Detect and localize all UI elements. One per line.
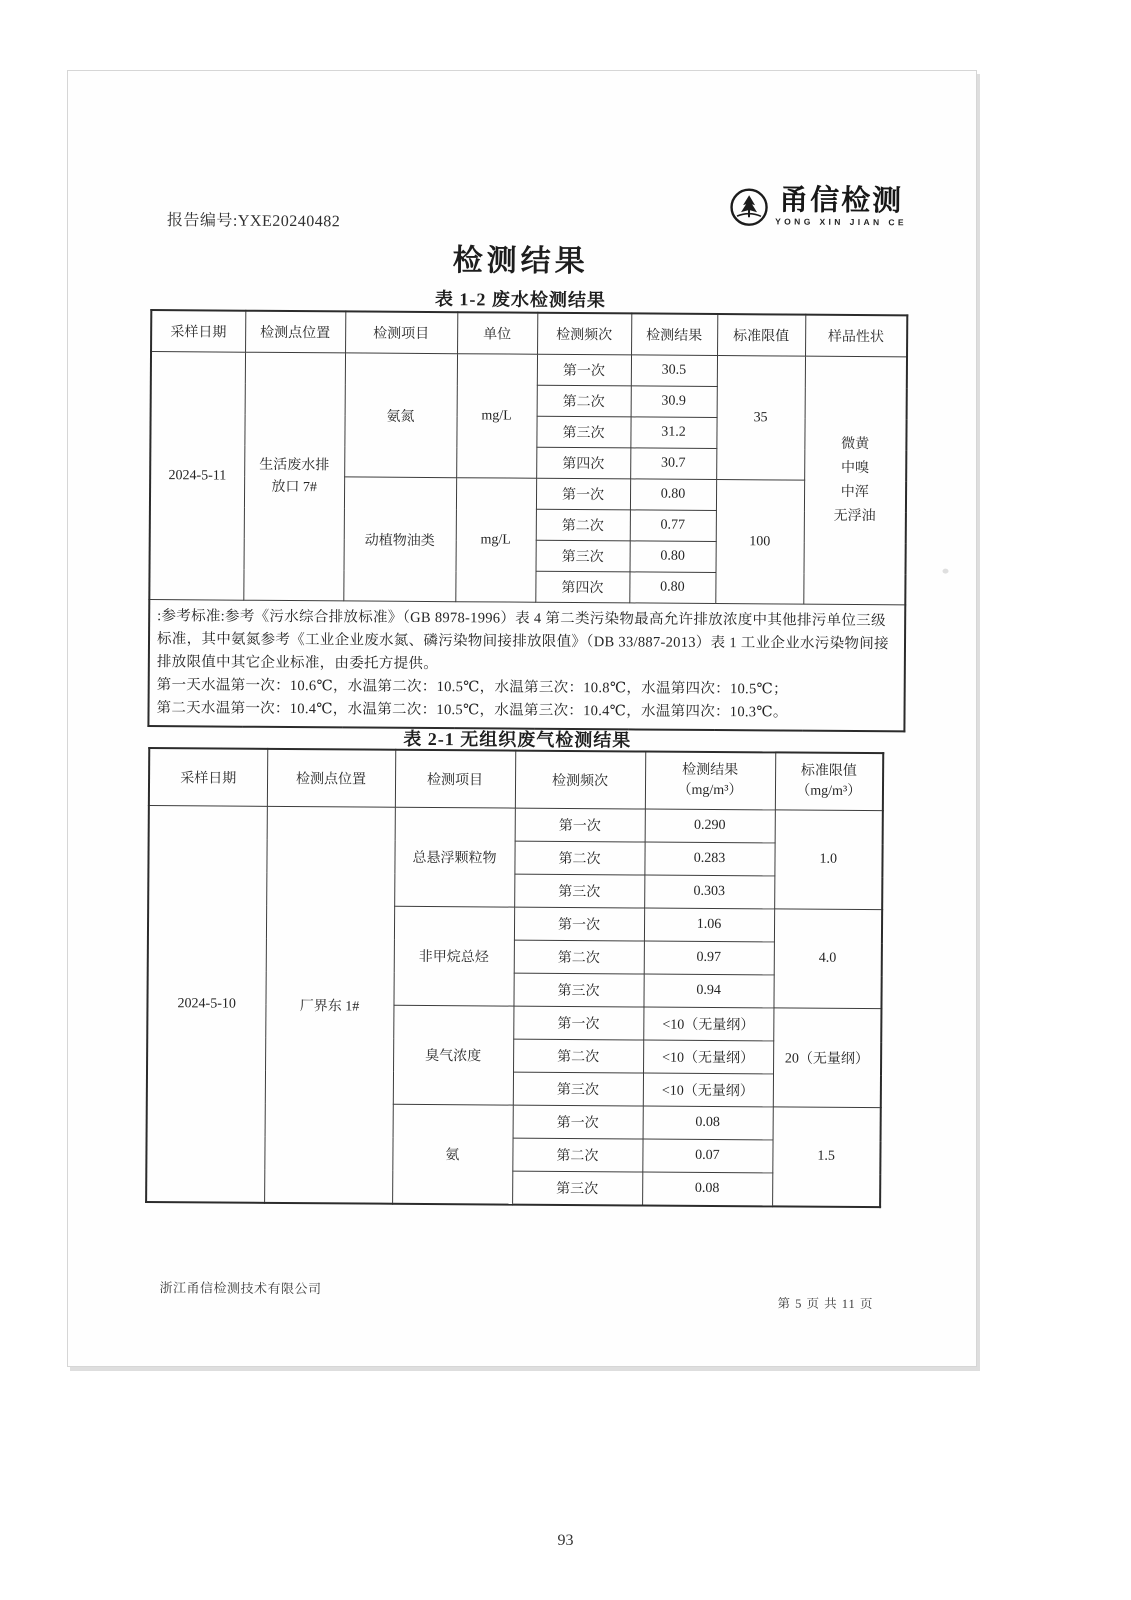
limit-cell: 20（无量纲） bbox=[773, 1008, 882, 1108]
column-header-frequency: 检测频次 bbox=[515, 751, 645, 809]
limit-cell: 1.0 bbox=[774, 810, 883, 910]
table-notes-row bbox=[148, 600, 905, 732]
header-unit: （mg/m³） bbox=[677, 782, 743, 799]
column-header-item: 检测项目 bbox=[345, 311, 457, 353]
result-cell: 1.06 bbox=[644, 908, 774, 942]
column-header-item: 检测项目 bbox=[395, 750, 515, 808]
table-header-row bbox=[149, 748, 883, 811]
company-logo bbox=[729, 185, 907, 228]
header-label: 标准限值 bbox=[800, 763, 857, 779]
result-cell: <10（无量纲） bbox=[643, 1007, 773, 1041]
header-unit: （mg/m³） bbox=[796, 783, 862, 800]
column-header-limit: 标准限值 bbox=[717, 314, 805, 356]
note-line-standard: :参考标准:参考《污水综合排放标准》（GB 8978-1996）表 4 第二类污染物最高允许排放浓度中其他排污单位三级标准，其中氨氮参考《工业企业废水氮、磷污染物间接排放限值》（DB 33/887-2013）表 1 工业企业水污染物间接排放限值中其它企业标准，由委托方提供。 bbox=[156, 608, 889, 673]
wastewater-results-table bbox=[147, 309, 908, 732]
frequency-cell: 第四次 bbox=[535, 571, 629, 603]
frequency-cell: 第二次 bbox=[514, 841, 644, 875]
logo-name: 甬信检测 bbox=[779, 184, 904, 218]
column-header-result: 检测结果 bbox=[631, 313, 717, 355]
item-cell: 动植物油类 bbox=[343, 477, 456, 602]
location-line: 放口 7# bbox=[271, 479, 317, 495]
item-cell: 臭气浓度 bbox=[393, 1005, 514, 1105]
column-header-limit bbox=[775, 752, 883, 810]
frequency-cell: 第一次 bbox=[513, 1006, 643, 1040]
result-cell: <10（无量纲） bbox=[643, 1040, 773, 1074]
frequency-cell: 第一次 bbox=[536, 478, 630, 510]
limit-cell: 1.5 bbox=[772, 1107, 881, 1207]
result-cell: 0.97 bbox=[644, 941, 774, 975]
result-cell: 0.08 bbox=[643, 1106, 773, 1140]
table1-caption: 表 1-2 废水检测结果 bbox=[434, 289, 606, 311]
result-cell: 0.80 bbox=[629, 572, 715, 604]
document-title: 检测结果 bbox=[452, 244, 589, 279]
limit-cell: 35 bbox=[716, 356, 805, 481]
item-cell: 氨氮 bbox=[344, 353, 457, 478]
item-cell: 总悬浮颗粒物 bbox=[394, 807, 515, 907]
result-cell: 0.290 bbox=[645, 809, 775, 843]
frequency-cell: 第三次 bbox=[514, 874, 644, 908]
result-cell: <10（无量纲） bbox=[643, 1073, 773, 1107]
pdf-page-number: 93 bbox=[557, 1532, 574, 1549]
result-cell: 30.7 bbox=[630, 448, 716, 480]
reference-standard-notes bbox=[148, 600, 905, 732]
sample-date-cell: 2024-5-10 bbox=[146, 806, 267, 1203]
limit-cell: 100 bbox=[715, 479, 804, 604]
result-cell: 0.303 bbox=[644, 875, 774, 909]
header-label: 检测结果 bbox=[682, 762, 739, 779]
frequency-cell: 第二次 bbox=[512, 1138, 642, 1172]
unit-cell: mg/L bbox=[456, 354, 537, 479]
result-cell: 0.80 bbox=[630, 541, 716, 573]
result-cell: 0.80 bbox=[630, 479, 716, 511]
frequency-cell: 第三次 bbox=[512, 1171, 642, 1205]
frequency-cell: 第三次 bbox=[513, 1072, 643, 1106]
result-cell: 0.283 bbox=[644, 842, 774, 876]
footer-page-indicator: 第 5 页 共 11 页 bbox=[777, 1296, 874, 1312]
sample-date-cell: 2024-5-11 bbox=[149, 352, 245, 601]
column-header-result bbox=[645, 752, 775, 810]
logo-emblem-icon bbox=[729, 187, 769, 227]
frequency-cell: 第一次 bbox=[514, 907, 644, 941]
item-cell: 氨 bbox=[392, 1104, 513, 1204]
frequency-cell: 第二次 bbox=[513, 1039, 643, 1073]
result-cell: 30.9 bbox=[631, 386, 717, 418]
frequency-cell: 第三次 bbox=[536, 540, 630, 572]
result-cell: 0.77 bbox=[630, 510, 716, 542]
frequency-cell: 第四次 bbox=[536, 447, 630, 479]
sample-state-line: 中浑 bbox=[840, 484, 869, 500]
column-header-location: 检测点位置 bbox=[267, 749, 395, 807]
frequency-cell: 第一次 bbox=[515, 808, 645, 842]
table-header-row bbox=[151, 310, 907, 357]
table-row bbox=[151, 352, 907, 388]
column-header-frequency: 检测频次 bbox=[537, 313, 631, 355]
column-header-date: 采样日期 bbox=[151, 310, 245, 352]
location-line: 生活废水排 bbox=[259, 457, 330, 473]
column-header-sample-state: 样品性状 bbox=[805, 315, 907, 357]
sample-state-cell bbox=[803, 356, 907, 605]
table2-caption: 表 2-1 无组织废气检测结果 bbox=[403, 728, 632, 751]
sample-state-line: 无浮油 bbox=[833, 508, 876, 524]
limit-cell: 4.0 bbox=[773, 909, 882, 1009]
scan-artifact bbox=[943, 569, 949, 574]
fugitive-gas-results-table bbox=[145, 747, 884, 1208]
column-header-date: 采样日期 bbox=[149, 748, 267, 806]
sample-location-cell: 厂界东 1# bbox=[264, 806, 395, 1203]
frequency-cell: 第一次 bbox=[513, 1105, 643, 1139]
item-cell: 非甲烷总烃 bbox=[393, 906, 514, 1006]
sample-state-line: 中嗅 bbox=[840, 460, 870, 476]
note-line-day2-temps: 第二天水温第一次：10.4℃，水温第二次：10.5℃，水温第三次：10.4℃，水温第四次：10.3℃。 bbox=[156, 700, 788, 721]
result-cell: 0.07 bbox=[642, 1139, 772, 1173]
column-header-location: 检测点位置 bbox=[245, 311, 345, 353]
logo-subtitle: YONG XIN JIAN CE bbox=[775, 216, 907, 228]
result-cell: 30.5 bbox=[631, 355, 717, 387]
result-cell: 0.08 bbox=[642, 1172, 772, 1206]
frequency-cell: 第三次 bbox=[513, 973, 643, 1007]
frequency-cell: 第一次 bbox=[537, 354, 631, 386]
frequency-cell: 第二次 bbox=[536, 509, 630, 541]
frequency-cell: 第二次 bbox=[537, 385, 631, 417]
report-number: 报告编号:YXE20240482 bbox=[166, 212, 341, 231]
logo-text bbox=[775, 185, 907, 227]
unit-cell: mg/L bbox=[455, 478, 536, 603]
note-line-day1-temps: 第一天水温第一次：10.6℃，水温第二次：10.5℃，水温第三次：10.8℃，水温第四次：10.5℃； bbox=[156, 677, 788, 698]
sample-state-line: 微黄 bbox=[841, 436, 870, 452]
frequency-cell: 第二次 bbox=[514, 940, 644, 974]
scan-content bbox=[59, 68, 976, 1369]
footer-company-name: 浙江甬信检测技术有限公司 bbox=[159, 1280, 322, 1297]
result-cell: 0.94 bbox=[643, 974, 773, 1008]
result-cell: 31.2 bbox=[630, 417, 716, 449]
sample-location-cell bbox=[243, 352, 345, 601]
table-row bbox=[149, 806, 883, 844]
scanned-report-page bbox=[67, 70, 977, 1367]
frequency-cell: 第三次 bbox=[536, 416, 630, 448]
column-header-unit: 单位 bbox=[457, 312, 537, 354]
